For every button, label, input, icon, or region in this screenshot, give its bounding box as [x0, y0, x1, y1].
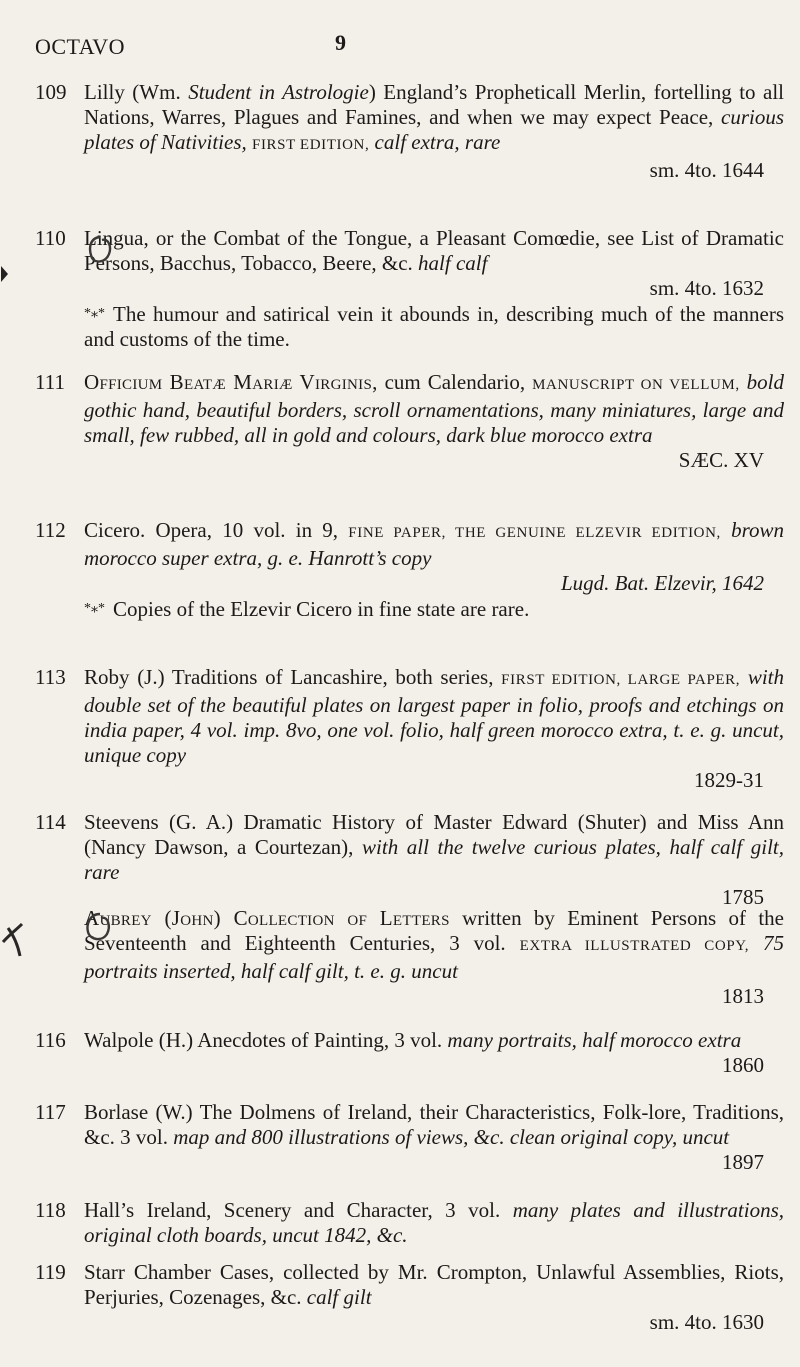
- lot-description: Roby (J.) Traditions of Lancashire, both series, FIRST EDITION, LARGE PAPER, with double set of the beautiful plates on largest paper in folio, proofs and etchings on india paper, 4 vol. imp. 8vo, one vol. folio, half green morocco extra, t. e. g. uncut, unique copy 1829-31: [84, 665, 784, 792]
- lot-number: 118: [35, 1198, 66, 1222]
- lot-number: 111: [35, 370, 65, 394]
- margin-circle-mark: [82, 910, 114, 946]
- lot-number: 116: [35, 1028, 66, 1052]
- margin-circle-mark: [86, 234, 114, 266]
- lot-number: 112: [35, 518, 66, 542]
- asterism: *⁎*: [84, 306, 105, 321]
- lot-number: 113: [35, 665, 66, 689]
- lot-imprint: SÆC. XV: [678, 448, 764, 472]
- lot-imprint: 1897: [722, 1150, 764, 1174]
- lot-number: 119: [35, 1260, 66, 1284]
- margin-arrow-mark: [0, 264, 10, 284]
- lot-description: Lilly (Wm. Student in Astrologie) England’s Propheticall Merlin, fortelling to all Nations, Warres, Plagues and Famines, and when we may expect Peace, curious plates of Nativities, FIRST EDITION, calf extra, rare sm. 4to. 1644: [84, 80, 785, 182]
- page-header: [35, 30, 735, 64]
- lot-description: Walpole (H.) Anecdotes of Painting, 3 vol. many portraits, half morocco extra 1860: [84, 1028, 784, 1078]
- lot-number: 117: [35, 1100, 66, 1124]
- lot-description: Aubrey (John) Collection of Letters written by Eminent Persons of the Seventeenth and Eighteenth Centuries, 3 vol. EXTRA ILLUSTRATED COPY, 75 portraits inserted, half calf gilt, t. e. g. uncut 1813: [84, 906, 785, 1008]
- lot-description: Officium Beatæ Mariæ Virginis, cum Calendario, MANUSCRIPT ON VELLUM, bold gothic hand, beautiful borders, scroll ornamentations, many miniatures, large and small, few rubbed, all in gold and colours, dark blue morocco extra SÆC. XV: [84, 370, 784, 472]
- lot-description: Hall’s Ireland, Scenery and Character, 3 vol. many plates and illustrations, original cloth boards, uncut 1842, &c.: [84, 1198, 784, 1247]
- lot-imprint: sm. 4to. 1630: [649, 1310, 764, 1334]
- lot-imprint: 1785: [722, 885, 764, 909]
- lot-note: *⁎* Copies of the Elzevir Cicero in fine state are rare.: [84, 597, 530, 621]
- lot-note: *⁎* The humour and satirical vein it abounds in, describing much of the manners and customs of the time.: [84, 302, 784, 351]
- lot-imprint: 1860: [722, 1053, 764, 1077]
- page-number: 9: [335, 30, 347, 55]
- lot-imprint: Lugd. Bat. Elzevir, 1642: [561, 571, 764, 595]
- lot-description: Steevens (G. A.) Dramatic History of Master Edward (Shuter) and Miss Ann (Nancy Dawson, a Courtezan), with all the twelve curious plates, half calf gilt, rare 1785: [84, 810, 784, 909]
- lot-number: 109: [35, 80, 67, 104]
- lot-description: Starr Chamber Cases, collected by Mr. Crompton, Unlawful Assemblies, Riots, Perjuries, Cozenages, &c. calf gilt sm. 4to. 1630: [84, 1260, 784, 1334]
- lot-imprint: 1813: [722, 984, 764, 1008]
- margin-cross-mark: [0, 916, 26, 960]
- lot-imprint: 1829-31: [694, 768, 764, 792]
- lot-imprint: sm. 4to. 1632: [649, 276, 764, 300]
- lot-number: 110: [35, 226, 66, 250]
- lot-description: Cicero. Opera, 10 vol. in 9, FINE PAPER, THE GENUINE ELZEVIR EDITION, brown morocco super extra, g. e. Hanrott’s copy Lugd. Bat. Elzevir, 1642 *⁎* Copies of the Elzevir Cicero in fine state are rare.: [84, 518, 785, 621]
- lot-number: 114: [35, 810, 66, 834]
- lot-imprint: sm. 4to. 1644: [649, 158, 764, 182]
- lot-description: Lingua, or the Combat of the Tongue, a Pleasant Comœdie, see List of Dramatic Persons, Bacchus, Tobacco, Beere, &c. half calf sm. 4to. 1632 *⁎* The humour and satirical vein it abounds in, describing much of the manners and customs of the time.: [84, 226, 784, 351]
- lot-description: Borlase (W.) The Dolmens of Ireland, their Characteristics, Folk-lore, Traditions, &c. 3 vol. map and 800 illustrations of views, &c. clean original copy, uncut 1897: [84, 1100, 784, 1174]
- section-title: OCTAVO: [35, 34, 126, 59]
